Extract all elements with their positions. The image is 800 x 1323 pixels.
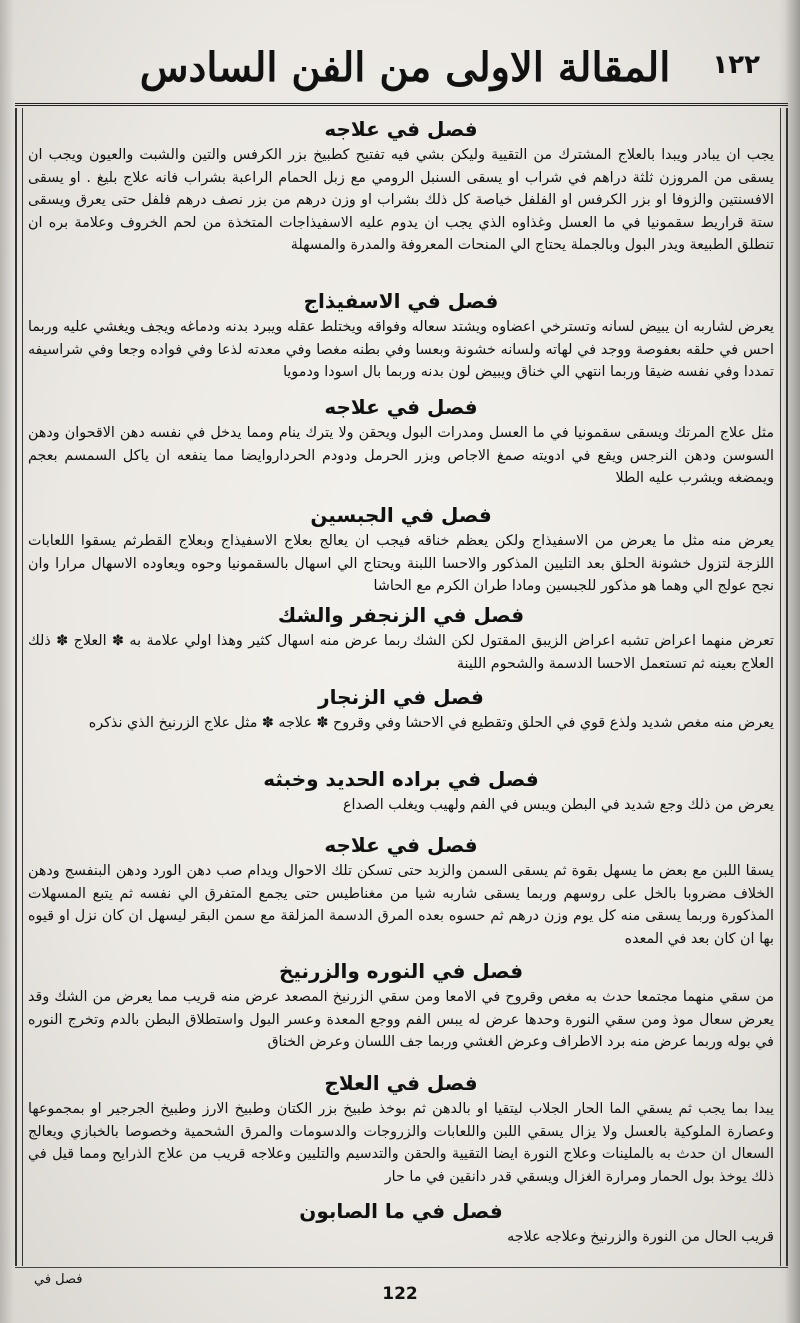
page-edge-shadow (0, 0, 14, 1323)
section-lime-arsenic (28, 958, 774, 1054)
section-heading: فصل في الجبسين (310, 503, 492, 527)
section-heading: فصل في علاجه (324, 117, 478, 141)
section-body: يجب ان يبادر ويبدا بالعلاج المشترك من التقيية وليكن بشي فيه تفتيح كطبيخ بزر الكرفس والتين والشبت والعيون ويجب ان يسقى من المروزن ثلثة دراهم في شراب او يسقى السنبل الرومي مع زبل الحمام الراعبة بشراب فانه علاج بليغ . او يسقى الافسنتين والزوفا او بزر الكرفس او الفلفل خياصة كل ذلك بشراب او وزن درهم من بزر نصف درهم فلفل حتى يعرق ويسقى ستة قراريط سقمونيا في ما العسل وغذاوه الذي يجب ان يدوم عليه الاسفيذاجات المتخذة من لحم الخروف وعلامة بره ان تنطلق الطبيعة ويدر البول وبالجملة يحتاج الي المنحات المعروفة والمدرة والمسهلة (28, 147, 774, 253)
section-body: يبدا بما يجب ثم يسقي الما الحار الجلاب ليتقيا او بالدهن ثم بوخذ طبيخ بزر الكتان وطبيخ الارز وطبيخ الجرجير او بمجموعها وعصارة الملوكية بالعسل ولا يزال يسقي اللبن واللعابات والزروجات والدسومات والمرق الشحمية وخصوصا بالخبازي ويعالج السعال ان حدث به بالملينات وعلاج النورة ايضا التقيية والحقن والتدسيم والتليين وعلاجه قريب من علاج الذرايح ومما قيل في ذلك يوخذ بول الحمار ومرارة الغزال ويسقي قدر دانقين في ما حار (28, 1101, 774, 1185)
section-body: يعرض منه مغص شديد ولذع قوي في الحلق وتقطيع في الاحشا وفي وقروح ✽ علاجه ✽ مثل علاج الزرنيخ الذي نذكره (88, 715, 774, 731)
section-zinjar (28, 684, 774, 735)
section-body: يعرض لشاربه ان يبيض لسانه وتسترخي اعضاوه ويشتد سعاله وفواقه ويختلط عقله ويبرد بدنه ودماغه ويجف ويغشي عليه وربما احس في حلقه بعفوصة ووجد في لهاته ولسانه خشونة وبعسا وفي بطنه مغصا وفي معدته لذعا وفي فواده وجعا وفي شراسيفه تمددا وفي نفسه ضيقا وربما انتهي الي خناق ويبيض لون بدنه وربما بال اسودا ودمويا (28, 319, 774, 380)
main-text (28, 110, 774, 1270)
section-treatment-1 (28, 116, 774, 257)
frame-rule-right (780, 108, 788, 1266)
section-treatment-2 (28, 394, 774, 490)
section-isfidhaj (28, 288, 774, 384)
section-body: مثل علاج المرتك ويسقى سقمونيا في ما العسل ومدرات البول ويحقن ولا يترك ينام ومما يدخل في نفسه دهن الاقحوان ودهن السوسن ودهن النرجس ويقع في ادويته صمغ الاجاص وبزر الحرمل ودودم الحرداروايضا مما ينفعه ان ياكل السمسم بعجم ويمضغه ويشرب عليه الطلا (28, 425, 774, 486)
section-heading: فصل في علاجه (324, 833, 478, 857)
section-heading: فصل في النوره والزرنيخ (278, 959, 524, 983)
section-heading: فصل في الزنجار (318, 685, 484, 709)
page-header (50, 40, 760, 100)
page-number-bottom: 122 (382, 1284, 418, 1304)
section-treatment-4 (28, 1070, 774, 1188)
running-title: المقالة الاولى من الفن السادس (139, 44, 671, 91)
section-treatment-3 (28, 832, 774, 950)
section-heading: فصل في براده الحديد وخبثه (263, 767, 539, 791)
section-body: من سقي منهما مجتمعا حدث به مغص وقروح في الامعا ومن سقي الزرنيخ المصعد عرض منه قريب مما يعرض من الشك وقد يعرض سعال موذ ومن سقي النورة وحدها عرض له يبس الفم ووجع المعدة وعسر البول واستطلاق البطن بالدم وتخرج النوره في بوله وربما عرض منه برد الاطراف وعرض الغشي وربما جف اللسان وعرض الخناق (28, 989, 774, 1050)
page-number-top: ١٢٢ (712, 50, 760, 80)
section-body: يسقا اللبن مع بعض ما يسهل بقوة ثم يسقى السمن والزبد حتى تسكن تلك الاحوال ويدام صب دهن الورد ودهن البنفسج ودهن الخلاف مضروبا بالخل على روسهم وربما يسقى شاربه شيا من مغناطيس حتى يجمع المتفرق الي نفسه ثم يتبع المسهلات المذكورة وربما يسقى منه كل يوم وزن درهم ثم حسوه بعده المرق الدسمة المزلقة مع سمن البقر ليسهل ان كان نزل او قيوه بها ان كان بعد في المعده (28, 863, 774, 947)
section-body: يعرض منه مثل ما يعرض من الاسفيذاج ولكن يعظم خناقه فيجب ان يعالج بعلاج الاسفيذاج وبعلاج القطرثم يسقوا اللعابات اللزجة لتزول خشونة الحلق بعد التليين المذكور والاحسا اللبنة ويحتاج الي اسهال بالسقمونيا وحوه ويعاوده الاسهال مرارا وان نجح عولج الي وهما هو مذكور للجبسين ومادا طران الكرم مع الحاشا (28, 533, 774, 594)
section-body: تعرض منهما اعراض تشبه اعراض الزيبق المقتول لكن الشك ربما عرض منه اسهال كثير وهذا اولي علامة به ✽ العلاج ✽ ذلك العلاج بعينه ثم تستعمل الاحسا الدسمة والشحوم اللينة (28, 633, 774, 672)
frame-rule-left (15, 108, 23, 1266)
section-heading: فصل في الزنجفر والشك (277, 603, 525, 627)
section-body: يعرض من ذلك وجع شديد في البطن ويبس في الفم ولهيب ويغلب الصداع (343, 797, 774, 813)
section-iron-filings (28, 766, 774, 817)
section-heading: فصل في علاجه (324, 395, 478, 419)
section-zanjafr (28, 602, 774, 675)
section-body: قريب الحال من النورة والزرنيخ وعلاجه علاجه (507, 1229, 774, 1245)
section-heading: فصل في ما الصابون (299, 1199, 503, 1223)
section-heading: فصل في الاسفيذاج (303, 289, 499, 313)
catchword: فصل في (34, 1272, 83, 1287)
section-jibsin (28, 502, 774, 598)
section-heading: فصل في العلاج (324, 1071, 478, 1095)
section-soap-water (28, 1198, 774, 1249)
